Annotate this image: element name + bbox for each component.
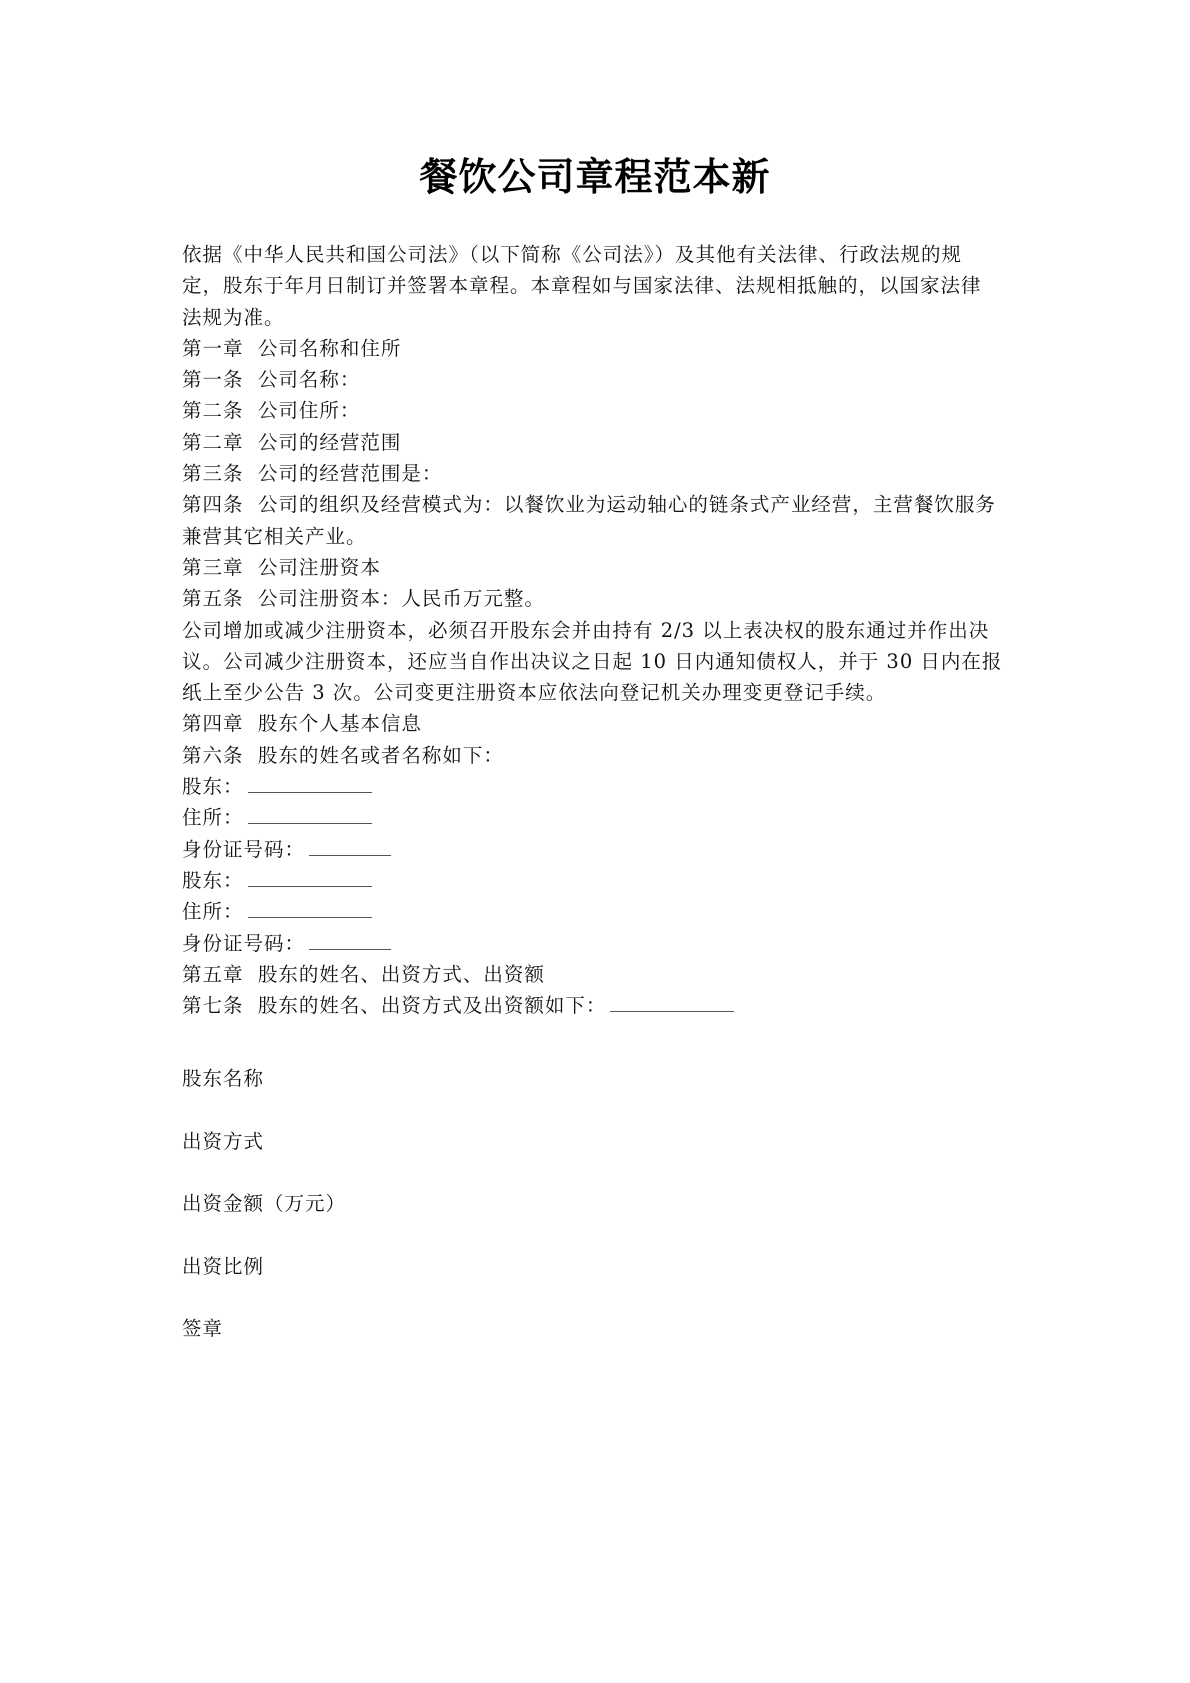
preamble-line: 依据《中华人民共和国公司法》（以下简称《公司法》）及其他有关法律、行政法规的规 [182, 243, 963, 266]
shareholder-id-label: 身份证号码： [182, 931, 306, 955]
shareholder-address-field [182, 896, 1022, 927]
article-6: 第六条 股东的姓名或者名称如下： [182, 743, 504, 767]
capital-change-line: 公司增加或减少注册资本，必须召开股东会并由持有 2/3 以上表决权的股东通过并作出决 [182, 618, 990, 642]
article-4-line: 兼营其它相关产业。 [182, 524, 367, 548]
shareholder-id-blank[interactable] [309, 930, 391, 950]
shareholder-address-blank[interactable] [248, 804, 372, 824]
document-title: 餐饮公司章程范本新 [419, 155, 771, 199]
shareholder-name-label: 股东： [182, 775, 244, 799]
capital-change-line: 议。公司减少注册资本，还应当自作出决议之日起 10 日内通知债权人，并于 30 日内在报 [182, 649, 1003, 673]
shareholder-address-label: 住所： [182, 806, 244, 830]
chapter-heading: 第一章 公司名称和住所 [182, 336, 402, 360]
chapter-heading: 第三章 公司注册资本 [182, 555, 381, 579]
chapter-heading: 第五章 股东的姓名、出资方式、出资额 [182, 962, 545, 986]
chapter-heading: 第四章 股东个人基本信息 [182, 712, 422, 736]
preamble-line: 法规为准。 [182, 305, 285, 329]
shareholder-name-field [182, 865, 1022, 896]
shareholder-id-label: 身份证号码： [182, 837, 306, 861]
article-2: 第二条 公司住所： [182, 399, 361, 423]
shareholder-name-blank[interactable] [248, 773, 372, 793]
article-7-field [182, 990, 1022, 1021]
contribution-table [182, 1063, 346, 1376]
article-5: 第五条 公司注册资本：人民币万元整。 [182, 587, 545, 611]
capital-change-line: 纸上至少公告 3 次。公司变更注册资本应依法向登记机关办理变更登记手续。 [182, 681, 887, 705]
shareholder-id-blank[interactable] [309, 836, 391, 856]
table-label-shareholder-name: 股东名称 [182, 1067, 265, 1090]
article-4-line: 第四条 公司的组织及经营模式为：以餐饮业为运动轴心的链条式产业经营，主营餐饮服务 [182, 493, 996, 517]
table-label-contribution-ratio: 出资比例 [182, 1254, 265, 1278]
shareholder-address-field [182, 802, 1022, 833]
shareholder-name-field [182, 771, 1022, 802]
shareholder-name-blank[interactable] [248, 867, 372, 887]
table-label-signature: 签章 [182, 1317, 224, 1341]
article-7-blank[interactable] [610, 992, 734, 1012]
chapter-heading: 第二章 公司的经营范围 [182, 430, 402, 454]
article-1: 第一条 公司名称： [182, 368, 361, 392]
article-3: 第三条 公司的经营范围是： [182, 462, 443, 486]
shareholder-name-label: 股东： [182, 868, 244, 892]
shareholder-id-field [182, 928, 1022, 959]
table-label-contribution-amount: 出资金额（万元） [182, 1192, 347, 1216]
shareholder-id-field [182, 834, 1022, 865]
shareholder-address-label: 住所： [182, 900, 244, 924]
shareholder-address-blank[interactable] [248, 898, 372, 918]
table-label-contribution-method: 出资方式 [182, 1129, 265, 1153]
preamble-line: 定，股东于年月日制订并签署本章程。本章程如与国家法律、法规相抵触的，以国家法律 [182, 274, 982, 298]
article-7: 第七条 股东的姓名、出资方式及出资额如下： [182, 994, 607, 1018]
document-body [182, 239, 1022, 1021]
